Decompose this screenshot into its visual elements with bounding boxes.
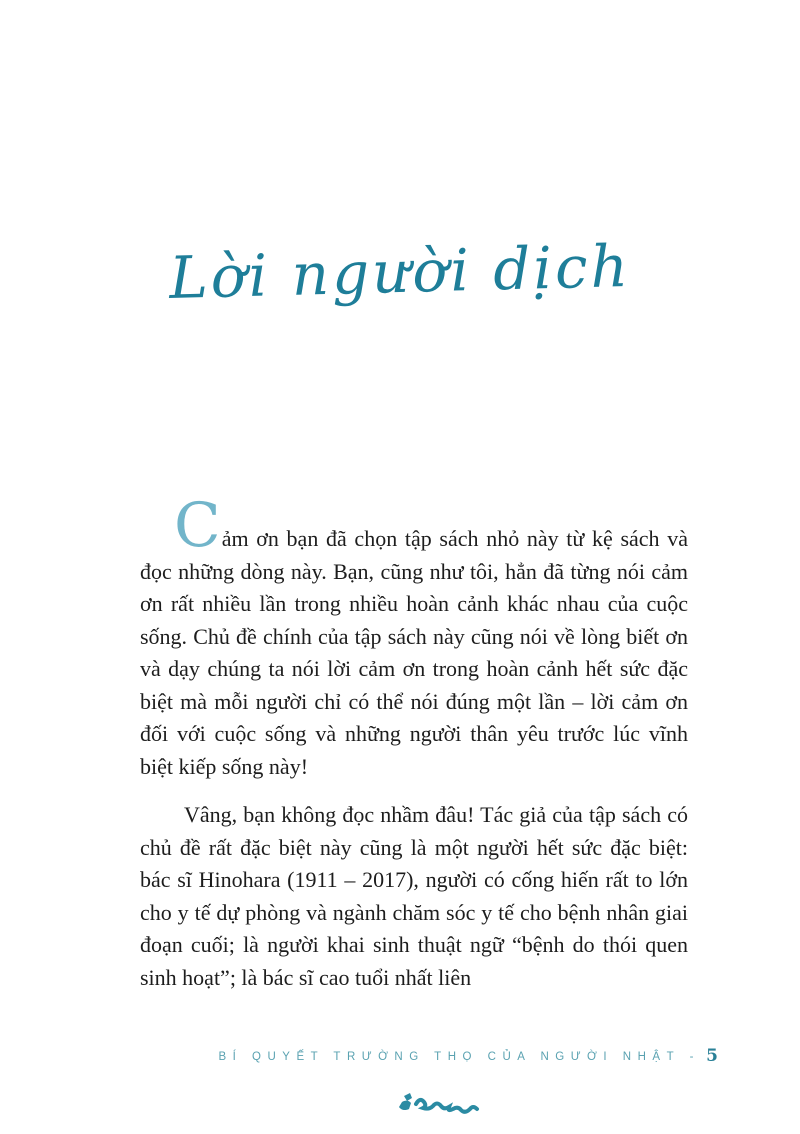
drop-cap-letter: C	[174, 490, 222, 561]
chapter-title-script: Lời người dịch	[168, 231, 632, 313]
running-footer	[218, 1046, 718, 1066]
paragraph-text: ảm ơn bạn đã chọn tập sách nhỏ này từ kệ sách và đọc những dòng này. Bạn, cũng như tôi, hẳn đã từng nói cảm ơn rất nhiều lần trong nhiều hoàn cảnh khác nhau của cuộc sống. Chủ đề chính của tập sách này cũng nói về lòng biết ơn và dạy chúng ta nói lời cảm ơn trong hoàn cảnh hết sức đặc biệt mà mỗi người chỉ có thể nói đúng một lần – lời cảm ơn đối với cuộc sống và những người thân yêu trước lúc vĩnh biệt kiếp sống này!	[140, 526, 688, 779]
footer-separator: -	[689, 1051, 697, 1063]
page-number: 5	[706, 1046, 718, 1066]
paragraph: Vâng, bạn không đọc nhầm đâu! Tác giả của tập sách có chủ đề rất đặc biệt này cũng là một người hết sức đặc biệt: bác sĩ Hinohara (1911 – 2017), người có cống hiến rất to lớn cho y tế dự phòng và ngành chăm sóc y tế cho bệnh nhân giai đoạn cuối; là người khai sinh thuật ngữ “bệnh do thói quen sinh hoạt”; là bác sĩ cao tuổi nhất liên	[140, 802, 688, 990]
publisher-watermark-logo-icon	[396, 1090, 484, 1118]
paragraph	[140, 490, 688, 783]
body-text-block	[140, 490, 688, 994]
running-title: BÍ QUYẾT TRƯỜNG THỌ CỦA NGƯỜI NHẬT	[218, 1051, 680, 1063]
